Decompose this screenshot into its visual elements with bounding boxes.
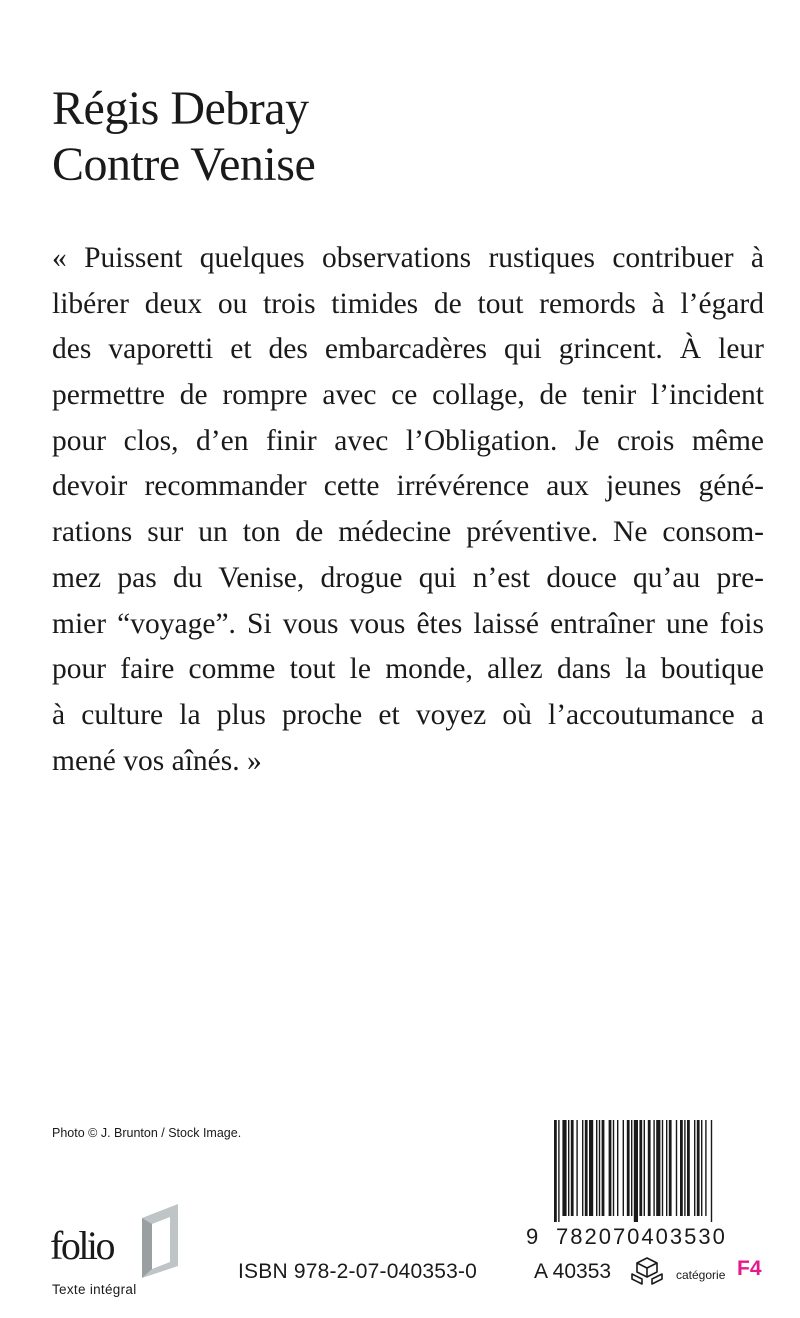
barcode-bar [623, 1120, 624, 1216]
blurb-line: « Puissent quelques observations rustiques contribuer à [52, 242, 764, 274]
isbn-number: ISBN 978-2-07-040353-0 [238, 1260, 478, 1283]
folio-wordmark: folio [50, 1223, 114, 1268]
barcode-bar [711, 1120, 712, 1222]
blurb-line: des vaporetti et des embarcadères qui grincent. À leur [52, 333, 764, 366]
barcode-bar [666, 1120, 667, 1216]
open-book-icon [630, 1256, 664, 1286]
barcode-bars [554, 1120, 756, 1222]
barcode-bar [694, 1120, 695, 1216]
barcode-bar [602, 1120, 605, 1216]
barcode-bar [639, 1120, 642, 1216]
barcode-bar [697, 1120, 700, 1216]
barcode-bar [585, 1120, 588, 1216]
back-cover-blurb [52, 236, 764, 784]
book-title: Contre Venise [52, 138, 316, 191]
barcode-bar [582, 1120, 583, 1216]
barcode-bar [634, 1120, 638, 1222]
barcode-bar [562, 1120, 566, 1216]
barcode-bar [669, 1120, 672, 1216]
photo-credit: Photo © J. Brunton / Stock Image. [52, 1126, 242, 1140]
barcode-bar [676, 1120, 677, 1216]
barcode-bar [656, 1120, 660, 1216]
blurb-line: à culture la plus proche et voyez où l’accoutumance a [52, 698, 764, 731]
blurb-line: rations sur un ton de médecine préventive. Ne consom- [52, 516, 764, 549]
author-name: Régis Debray [52, 82, 309, 135]
folio-subtitle: Texte intégral [52, 1282, 137, 1297]
folio-frame-icon [134, 1200, 184, 1280]
barcode-bar [609, 1120, 612, 1216]
barcode-bar [558, 1120, 559, 1222]
blurb-line: mier “voyage”. Si vous vous êtes laissé entraîner une fois [52, 607, 764, 640]
barcode [526, 1120, 756, 1260]
barcode-bar [705, 1120, 706, 1216]
barcode-bar [599, 1120, 600, 1216]
barcode-bar [613, 1120, 614, 1216]
catalog-code: A 40353 [534, 1260, 612, 1283]
barcode-bar [627, 1120, 630, 1216]
barcode-bar [631, 1120, 632, 1216]
barcode-bar [617, 1120, 618, 1216]
blurb-line: pour faire comme tout le monde, allez dans la boutique [52, 653, 764, 686]
category-code: F4 [737, 1257, 762, 1280]
barcode-bar [687, 1120, 690, 1216]
barcode-first-digit: 9 [526, 1224, 541, 1249]
barcode-bar [644, 1120, 645, 1216]
barcode-bar [662, 1120, 663, 1216]
barcode-bar [653, 1120, 654, 1216]
barcode-bar [554, 1120, 557, 1222]
folio-logo [50, 1200, 190, 1297]
barcode-bar [680, 1120, 683, 1216]
barcode-bar [571, 1120, 574, 1216]
barcode-bar [596, 1120, 597, 1216]
barcode-bar [684, 1120, 685, 1216]
barcode-digits: 782070403530 [556, 1224, 727, 1249]
blurb-line: permettre de rompre avec ce collage, de tenir l’incident [52, 379, 764, 412]
barcode-bar [568, 1120, 569, 1216]
barcode-number [526, 1224, 727, 1250]
barcode-bar [576, 1120, 577, 1216]
barcode-bar [648, 1120, 651, 1216]
category-label: catégorie [676, 1268, 726, 1282]
barcode-bar [701, 1120, 702, 1216]
blurb-line: mez pas du Venise, drogue qui n’est douce qu’au pre- [52, 561, 764, 594]
blurb-line: mené vos aînés. » [52, 744, 262, 777]
blurb-line: devoir recommander cette irrévérence aux jeunes géné- [52, 470, 764, 503]
barcode-bar [589, 1120, 593, 1216]
blurb-line: libérer deux ou trois timides de tout remords à l’égard [52, 287, 764, 320]
blurb-line: pour clos, d’en finir avec l’Obligation. Je crois même [52, 424, 764, 457]
